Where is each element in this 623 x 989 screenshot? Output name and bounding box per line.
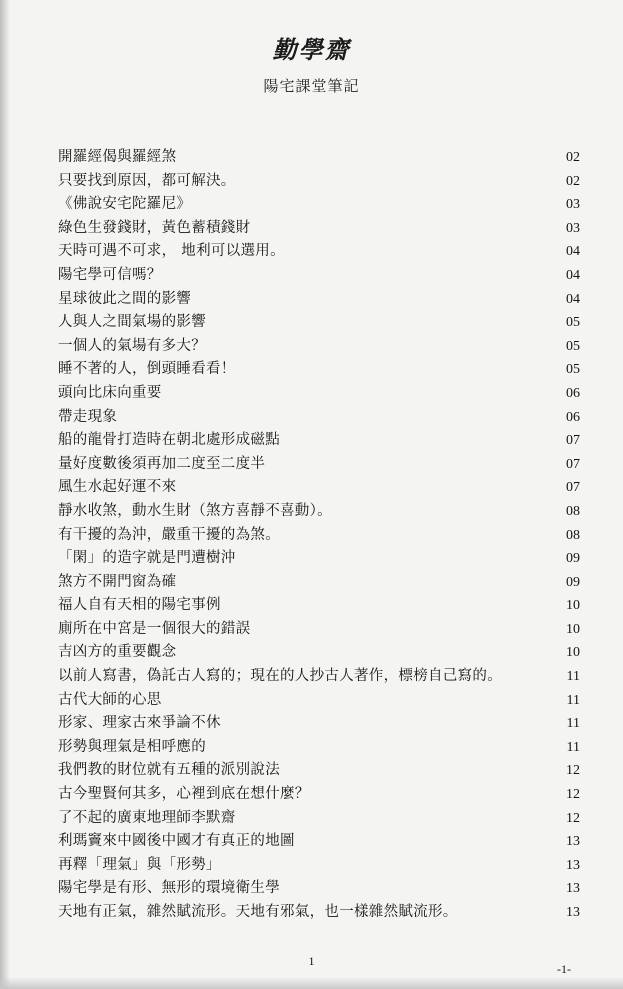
toc-entry	[58, 830, 580, 854]
toc-entry-title: 人與人之間氣場的影響	[58, 314, 206, 331]
toc-entry-page: 05	[566, 315, 580, 331]
toc-entry-page: 10	[566, 621, 580, 637]
toc-entry-title: 綠色生發錢財，黃色蓄積錢財	[58, 219, 251, 236]
toc-entry-title: 睡不著的人，倒頭睡看看！	[58, 361, 236, 378]
toc-entry	[58, 406, 580, 430]
toc-entry	[58, 547, 580, 571]
toc-entry	[58, 712, 580, 736]
toc-entry	[58, 288, 580, 312]
toc-entry-page: 12	[566, 787, 580, 803]
table-of-contents	[58, 146, 580, 925]
toc-entry-page: 06	[566, 409, 580, 425]
page-number: 1	[308, 954, 315, 968]
toc-entry-page: 02	[566, 173, 580, 189]
toc-entry-title: 了不起的廣東地理師李默齋	[58, 809, 236, 826]
toc-entry	[58, 240, 580, 264]
toc-entry	[58, 524, 580, 548]
toc-entry-title: 天時可遇不可求， 地利可以選用。	[58, 243, 285, 260]
toc-entry-title: 開羅經偈與羅經煞	[58, 149, 177, 165]
toc-entry-title: 形勢與理氣是相呼應的	[58, 738, 206, 755]
toc-entry-page: 10	[566, 598, 580, 614]
page-bottom-shadow	[0, 977, 623, 989]
toc-entry-title: 廁所在中宮是一個很大的錯誤	[58, 620, 251, 637]
toc-entry	[58, 783, 580, 807]
toc-entry-page: 11	[566, 692, 580, 708]
toc-entry-page: 09	[566, 574, 580, 590]
toc-entry-title: 風生水起好運不來	[58, 479, 177, 496]
toc-entry-page: 04	[566, 267, 580, 283]
toc-entry-title: 福人自有天相的陽宅事例	[58, 597, 221, 614]
toc-entry	[58, 170, 580, 194]
toc-entry	[58, 335, 580, 359]
toc-entry-page: 04	[566, 291, 580, 307]
toc-entry-page: 08	[566, 503, 580, 519]
toc-entry-title: 天地有正氣，雜然賦流形。天地有邪氣，也一樣雜然賦流形。	[58, 904, 458, 920]
toc-entry-page: 06	[566, 385, 580, 401]
toc-entry-title: 陽宅學是有形、無形的環境衛生學	[58, 880, 280, 897]
toc-entry	[58, 429, 580, 453]
toc-entry	[58, 807, 580, 831]
toc-entry-title: 量好度數後須再加二度至二度半	[58, 455, 266, 472]
toc-entry	[58, 311, 580, 335]
toc-entry-title: 煞方不開門窗為確	[58, 573, 177, 590]
toc-entry-page: 13	[566, 834, 580, 850]
toc-entry	[58, 453, 580, 477]
toc-entry-page: 12	[566, 763, 580, 779]
toc-entry-title: 帶走現象	[58, 408, 118, 425]
toc-entry-page: 07	[566, 480, 580, 496]
toc-entry-page: 03	[566, 197, 580, 213]
toc-entry-page: 08	[566, 527, 580, 543]
page-edge-shadow	[0, 0, 10, 989]
toc-entry	[58, 736, 580, 760]
toc-entry-title: 有干擾的為沖，嚴重干擾的為煞。	[58, 526, 280, 543]
toc-entry	[58, 358, 580, 382]
toc-entry	[58, 193, 580, 217]
toc-entry	[58, 665, 580, 689]
toc-entry-title: 我們教的財位就有五種的派別說法	[58, 762, 280, 779]
toc-entry	[58, 382, 580, 406]
toc-entry-title: 形家、理家古來爭論不休	[58, 715, 221, 732]
toc-entry	[58, 217, 580, 241]
toc-entry	[58, 877, 580, 901]
toc-entry-page: 11	[566, 669, 580, 685]
toc-entry-page: 07	[566, 433, 580, 449]
toc-entry	[58, 641, 580, 665]
toc-entry	[58, 594, 580, 618]
toc-entry	[58, 901, 580, 925]
toc-entry-title: 古代大師的心思	[58, 691, 162, 708]
logo: 勤學齋	[272, 35, 351, 64]
toc-entry-title: 頭向比床向重要	[58, 384, 162, 401]
toc-entry-page: 11	[566, 739, 580, 755]
toc-entry	[58, 571, 580, 595]
toc-entry-title: 《佛說安宅陀羅尼》	[58, 196, 192, 213]
toc-entry-page: 03	[566, 220, 580, 236]
toc-entry-title: 一個人的氣場有多大？	[58, 337, 206, 354]
toc-entry-title: 船的龍骨打造時在朝北處形成磁點	[58, 432, 280, 449]
toc-entry	[58, 476, 580, 500]
toc-entry-page: 10	[566, 645, 580, 661]
toc-entry-title: 「閑」的造字就是門遭樹沖	[58, 550, 236, 567]
toc-entry-title: 以前人寫書，偽託古人寫的；現在的人抄古人著作，標榜自己寫的。	[58, 668, 502, 685]
toc-entry-page: 13	[566, 881, 580, 897]
toc-entry	[58, 854, 580, 878]
toc-entry-title: 陽宅學可信嗎？	[58, 266, 162, 283]
toc-entry-page: 11	[566, 716, 580, 732]
toc-entry	[58, 146, 580, 170]
toc-entry	[58, 689, 580, 713]
toc-entry-title: 只要找到原因，都可解決。	[58, 172, 236, 189]
toc-entry-page: 13	[566, 857, 580, 873]
toc-entry-title: 星球彼此之間的影響	[58, 290, 192, 307]
toc-entry-page: 05	[566, 362, 580, 378]
toc-entry-page: 07	[566, 456, 580, 472]
toc-entry-page: 02	[566, 150, 580, 165]
toc-entry-title: 古今聖賢何其多，心裡到底在想什麼？	[58, 786, 310, 803]
toc-entry-page: 09	[566, 551, 580, 567]
page-title: 陽宅課堂筆記	[263, 77, 360, 95]
toc-entry	[58, 264, 580, 288]
toc-entry-title: 利瑪竇來中國後中國才有真正的地圖	[58, 833, 295, 850]
toc-entry-title: 吉凶方的重要觀念	[58, 644, 177, 661]
toc-entry	[58, 500, 580, 524]
page-marker: -1-	[557, 962, 571, 976]
toc-entry	[58, 759, 580, 783]
toc-entry-page: 12	[566, 810, 580, 826]
toc-entry-page: 05	[566, 338, 580, 354]
toc-entry-title: 靜水收煞，動水生財（煞方喜靜不喜動）。	[58, 502, 332, 519]
toc-entry-page: 04	[566, 244, 580, 260]
toc-entry-page: 13	[566, 905, 580, 920]
toc-entry-title: 再釋「理氣」與「形勢」	[58, 856, 221, 873]
toc-entry	[58, 618, 580, 642]
